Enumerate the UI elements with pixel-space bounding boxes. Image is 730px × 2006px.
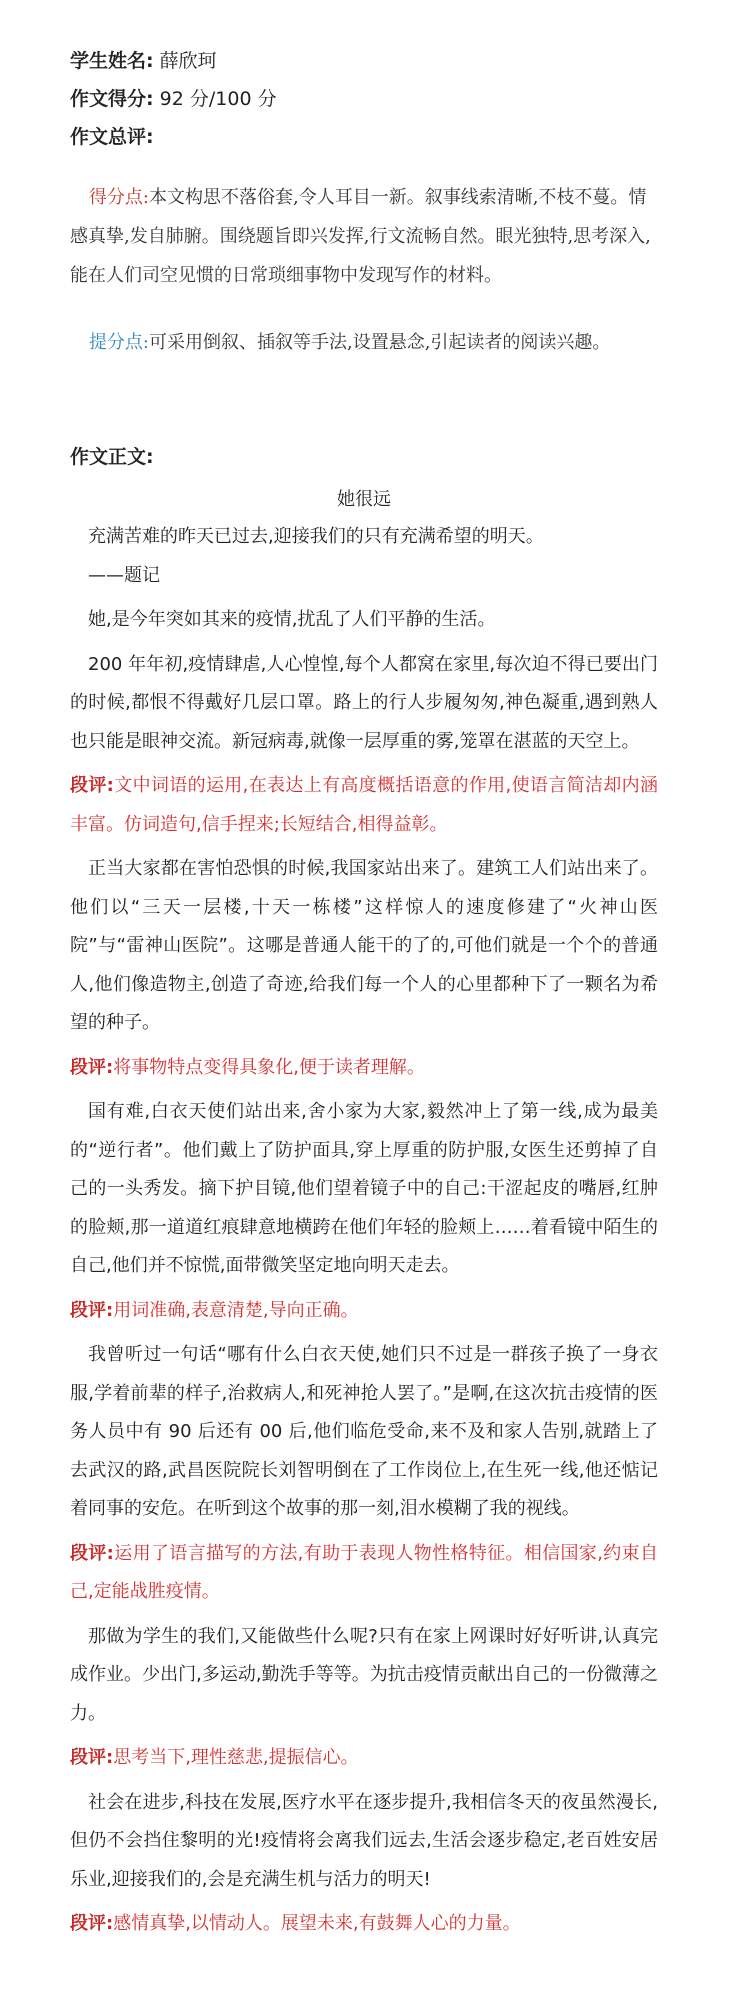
essay-title: 她很远 xyxy=(337,489,391,510)
student-name-row xyxy=(70,42,658,80)
comment-text: 文中词语的运用,在表达上有高度概括语意的作用,使语言简洁却内涵丰富。仿词造句,信手捏来;长短结合,相得益彰。 xyxy=(70,775,658,835)
comment-label: 段评: xyxy=(70,1056,114,1078)
student-name-value: 薛欣珂 xyxy=(159,50,217,72)
essay-paragraph: 那做为学生的我们,又能做些什么呢?只有在家上网课时好好听讲,认真完成作业。少出门,多运动,勤洗手等等。为抗击疫情贡献出自己的一份微薄之力。 xyxy=(70,1625,658,1724)
score-row xyxy=(70,80,658,118)
score-value: 92 分/100 分 xyxy=(159,88,277,110)
merit-label: 得分点: xyxy=(88,187,149,208)
epigraph: 充满苦难的昨天已过去,迎接我们的只有充满希望的明天。 xyxy=(88,526,544,547)
essay-paragraph: 国有难,白衣天使们站出来,舍小家为大家,毅然冲上了第一线,成为最美的“逆行者”。他们戴上了防护面具,穿上厚重的防护服,女医生还剪掉了自己的一头秀发。摘下护目镜,他们望着镜子中的自己:干涩起皮的嘴唇,红肿的脸颊,那一道道红痕肆意地横跨在他们年轻的脸颊上……着看镜中陌生的自己,他们并不惊慌,面带微笑坚定地向明天走去。 xyxy=(70,1101,658,1276)
comment-label: 段评: xyxy=(70,1747,114,1768)
overall-review xyxy=(70,178,658,362)
essay-paragraph: 社会在进步,科技在发展,医疗水平在逐步提升,我相信冬天的夜虽然漫长,但仍不会挡住黎明的光!疫情将会离我们远去,生活会逐步稳定,老百姓安居乐业,迎接我们的,会是充满生机与活力的明天! xyxy=(70,1791,658,1890)
paragraph-comment xyxy=(70,767,658,844)
comment-text: 思考当下,理性慈悲,提振信心。 xyxy=(113,1747,359,1768)
review-heading: 作文总评: xyxy=(70,126,154,148)
comment-text: 用词准确,表意清楚,导向正确。 xyxy=(113,1299,359,1321)
improve-paragraph xyxy=(70,323,658,362)
essay-paragraph: 200 年年初,疫情肆虐,人心惶惶,每个人都窝在家里,每次迫不得已要出门的时候,都恨不得戴好几层口罩。路上的行人步履匆匆,神色凝重,遇到熟人也只能是眼神交流。新冠病毒,就像一层厚重的雾,笼罩在湛蓝的天空上。 xyxy=(70,653,658,752)
merit-paragraph xyxy=(70,178,658,295)
paragraph-comment xyxy=(70,1292,658,1331)
comment-text: 运用了语言描写的方法,有助于表现人物性格特征。相信国家,约束自己,定能战胜疫情。 xyxy=(70,1542,658,1602)
review-heading-row xyxy=(70,118,658,156)
comment-text: 感情真挚,以情动人。展望未来,有鼓舞人心的力量。 xyxy=(113,1913,521,1934)
comment-label: 段评: xyxy=(70,1913,114,1934)
paragraph-comment xyxy=(70,1049,658,1088)
comment-text: 将事物特点变得具象化,便于读者理解。 xyxy=(113,1056,425,1078)
essay-paragraph: 我曾听过一句话“哪有什么白衣天使,她们只不过是一群孩子换了一身衣服,学着前辈的样子,治救病人,和死神抢人罢了。”是啊,在这次抗击疫情的医务人员中有 90 后还有 00 后,他们临危受命,来不及和家人告别,就踏上了去武汉的路,武昌医院院长刘智明倒在了工作岗位上,在生死一线,他还惦记着同事的安危。在听到这个故事的那一刻,泪水模糊了我的视线。 xyxy=(70,1344,658,1519)
essay-heading: 作文正文: xyxy=(70,446,154,468)
comment-label: 段评: xyxy=(70,1299,114,1321)
paragraph-comment xyxy=(70,1905,658,1944)
improve-label: 提分点: xyxy=(88,332,149,353)
essay-paragraph: 她,是今年突如其来的疫情,扰乱了人们平静的生活。 xyxy=(88,609,496,630)
essay-paragraph: 正当大家都在害怕恐惧的时候,我国家站出来了。建筑工人们站出来了。他们以“三天一层楼,十天一栋楼”这样惊人的速度修建了“火神山医院”与“雷神山医院”。这哪是普通人能干的了的,可他们就是一个个的普通人,他们像造物主,创造了奇迹,给我们每一个人的心里都种下了一颗名为希望的种子。 xyxy=(70,858,658,1033)
score-label: 作文得分: xyxy=(70,88,154,110)
paragraph-comment xyxy=(70,1535,658,1612)
improve-text: 可采用倒叙、插叙等手法,设置悬念,引起读者的阅读兴趣。 xyxy=(148,332,611,353)
merit-text: 本文构思不落俗套,令人耳目一新。叙事线索清晰,不枝不蔓。情感真挚,发自肺腑。围绕题旨即兴发挥,行文流畅自然。眼光独特,思考深入,能在人们司空见惯的日常琐细事物中发现写作的材料。 xyxy=(70,187,651,286)
essay-heading-row xyxy=(70,438,658,476)
student-name-label: 学生姓名: xyxy=(70,50,154,72)
comment-label: 段评: xyxy=(70,775,114,796)
epigraph-note: ——题记 xyxy=(88,564,160,586)
paragraph-comment xyxy=(70,1739,658,1778)
comment-label: 段评: xyxy=(70,1542,114,1564)
